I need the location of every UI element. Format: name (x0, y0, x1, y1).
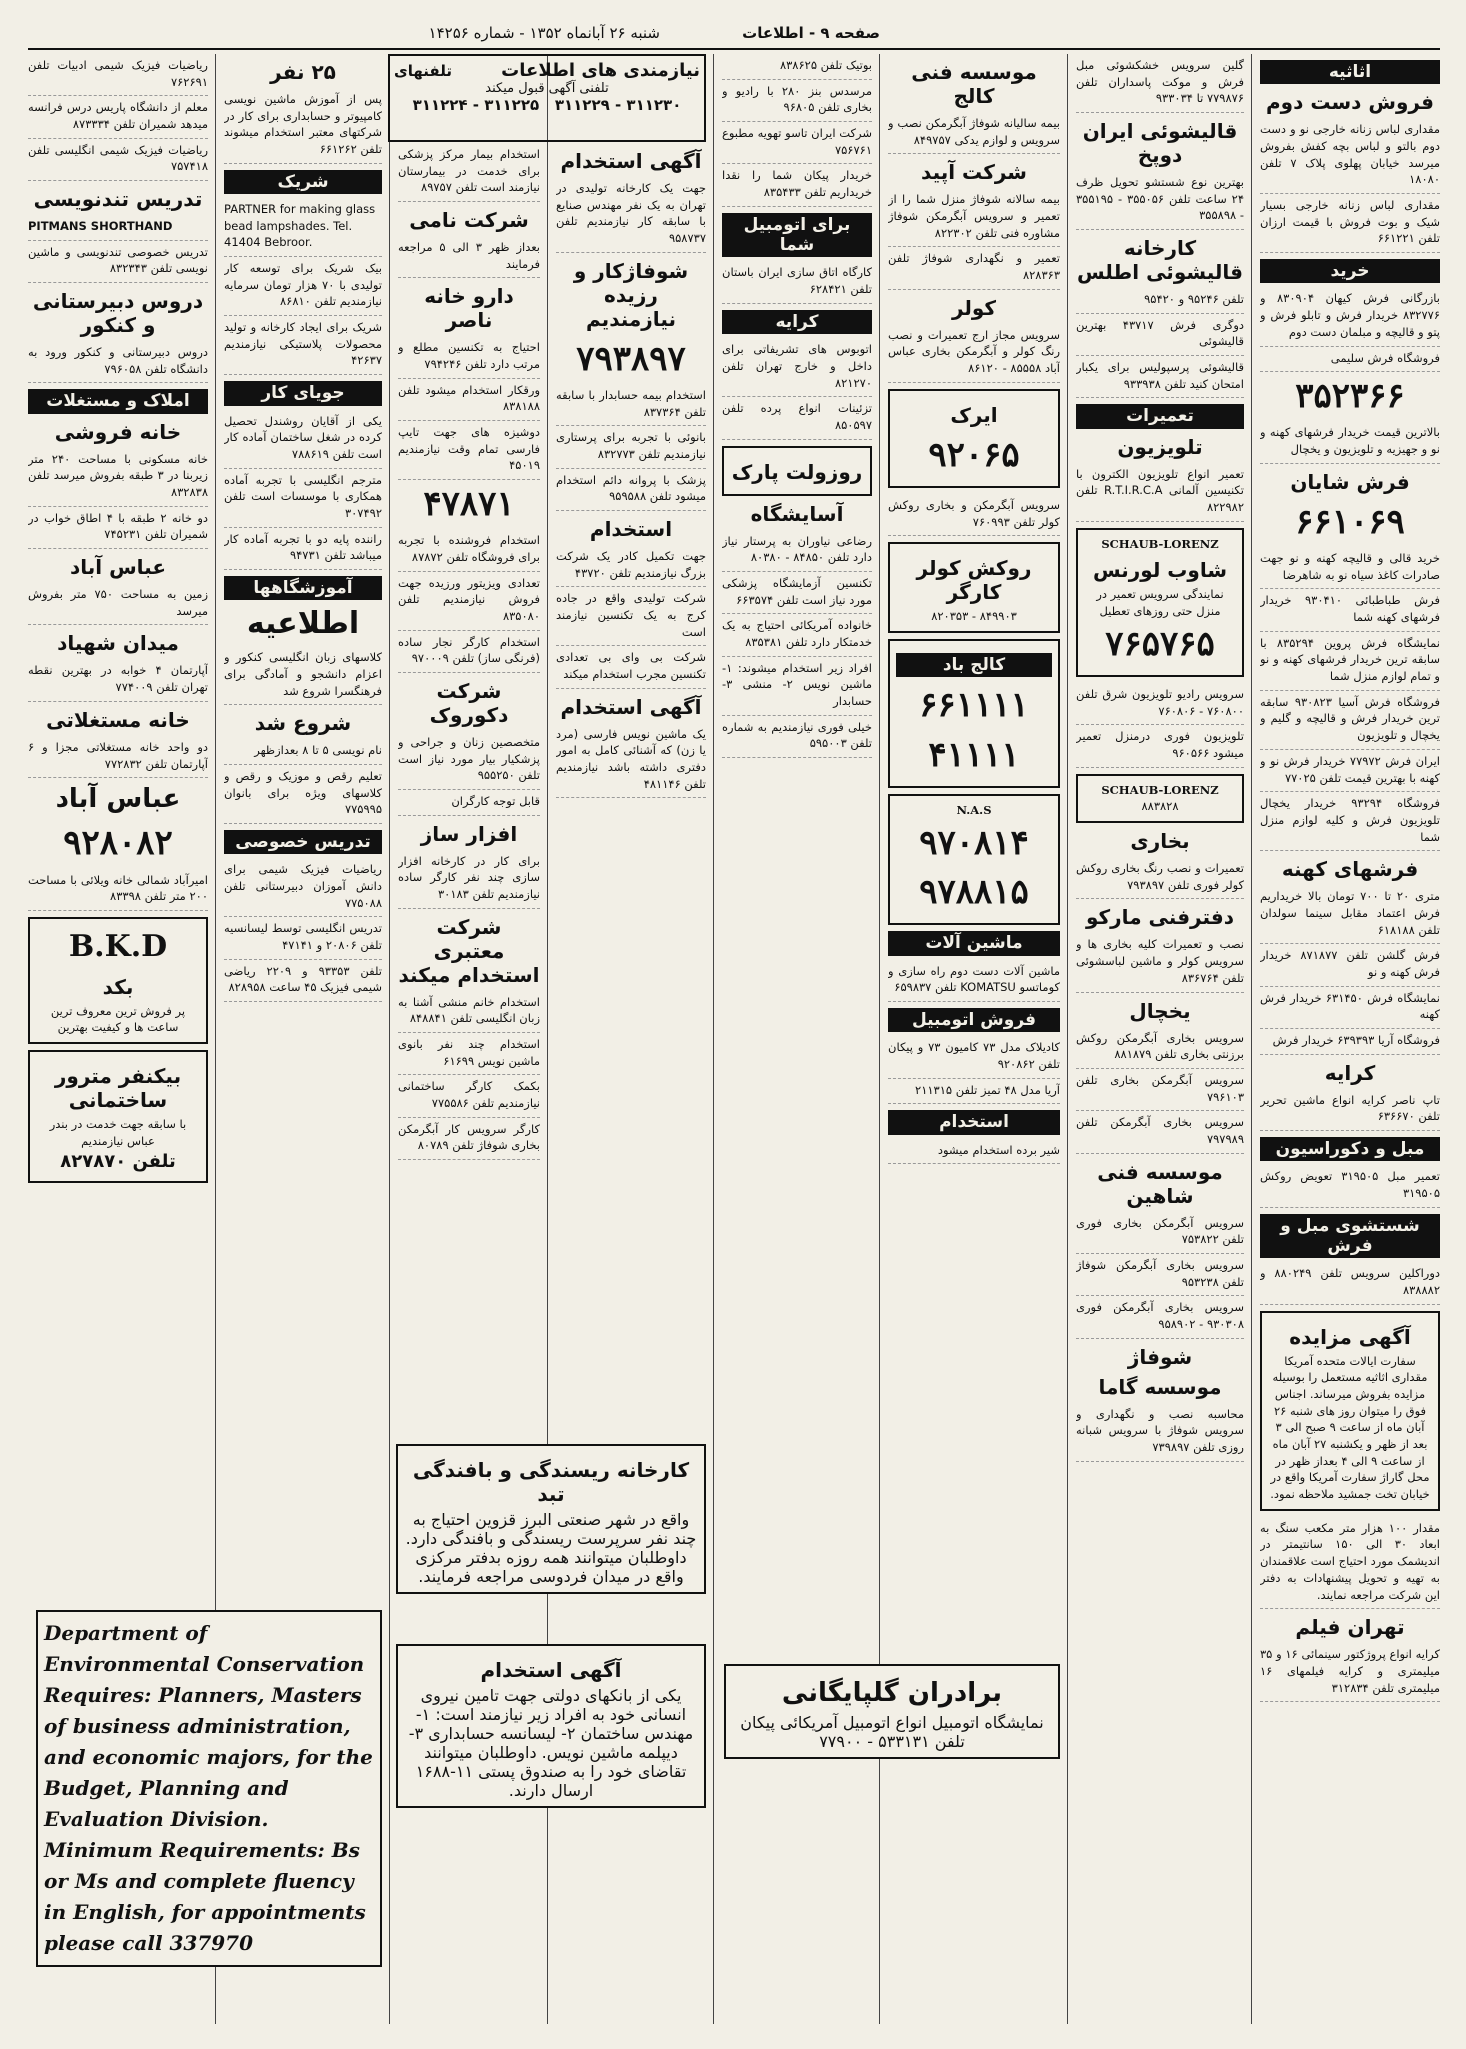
ad-phone-number: ۳۵۲۳۶۶ (1295, 376, 1405, 417)
ad-phone-number: ۴۱۱۱۱ (928, 734, 1020, 775)
banner-phones (394, 96, 700, 114)
ad-phone-number: ۹۲۸۰۸۲ (63, 823, 173, 864)
classified-ad: ماشین آلات دست دوم راه سازی و کوماتسو KOMATSU تلفن ۶۵۹۸۳۷ (888, 960, 1060, 1002)
roosevelt-park-box (722, 446, 872, 496)
classified-ad: دو خانه ۲ طبقه با ۴ اطاق خواب در شمیران تلفن ۷۴۵۲۳۱ (28, 507, 208, 549)
brand-name: N.A.S (956, 803, 992, 818)
heading-heating-worker: شوفاژکار و رزیده نیازمندیم (573, 258, 689, 331)
classified-ad: دو واحد خانه مستغلاتی مجزا و ۶ آپارتمان تلفن ۷۷۲۸۳۲ (28, 736, 208, 778)
heading-repairs: تعمیرات (1076, 404, 1244, 428)
bank-employment-text: یکی از بانکهای دولتی جهت تامین نیروی انسانی خود به افراد زیر نیازمند است: ۱- مهندس ساختمان ۲- لیسانسه حسابداری ۳- دیپلمه ماشین نویس. داوطلبان میتوانند تقاضای خود را به صندوق پستی ۱۱-۱۶۸۸ ارسال دارند. (408, 1686, 694, 1800)
classified-ad: مقداری لباس زنانه خارجی نو و دست دوم بالتو و لباس بچه کفش بفروش میرسد خیابان پهلوی پلاک ۷ تلفن ۱۸۰۸۰ (1260, 118, 1440, 194)
classified-ad: نصب و تعمیرات کلیه بخاری ها و سرویس کولر و ماشین لباسشوئی تلفن ۸۳۶۷۶۴ (1076, 933, 1244, 992)
classified-ad: ایران فرش ۷۷۹۷۲ خریدار فرش نو و کهنه با بهترین قیمت تلفن ۷۷۰۲۵ (1260, 750, 1440, 792)
heading-heater: بخاری (1130, 829, 1190, 854)
heading-private-tutoring: تدریس خصوصی (224, 830, 382, 854)
classified-ad: معلم از دانشگاه پاریس درس فرانسه میدهد شمیران تلفن ۸۷۳۳۳۴ (28, 96, 208, 138)
classified-ad: تکنسین آزمایشگاه پزشکی مورد نیاز است تلفن ۶۶۳۵۷۴ (722, 572, 872, 614)
banner-phones-label: تلفنهای (394, 61, 452, 80)
english-ad: PITMANS SHORTHAND (28, 215, 208, 241)
heading-shahyad-square: میدان شهیاد (57, 631, 179, 656)
heading-atlas: کارخانه قالیشوئی اطلس (1076, 236, 1243, 285)
classified-ad: کرایه انواع پروژکتور سینمائی ۱۶ و ۳۵ میلیمتری و کرایه فیلمهای ۱۶ میلیمتری تلفن ۳۱۲۸۳۴ (1260, 1643, 1440, 1702)
classified-ad: تعمیرات و نصب رنگ بخاری روکش کولر فوری تلفن ۷۹۳۸۹۷ (1076, 857, 1244, 899)
classified-ad: مرسدس بنز ۲۸۰ با رادیو و بخاری تلفن ۹۶۸۰۵ (722, 80, 872, 122)
schaub-lorenz-box (1076, 528, 1244, 677)
heading-pharmacy: دارو خانه ناصر (424, 284, 514, 333)
heading-reputable-company: شرکت معتبری استخدام میکند (398, 914, 540, 987)
classified-ad: ریاضیات فیزیک شیمی ادبیات تلفن ۷۶۲۶۹۱ (28, 54, 208, 96)
ad-phone-number: ۷۶۵۷۶۵ (1105, 623, 1215, 664)
classified-ad: بهترین نوع شستشو تحویل ظرف ۲۴ ساعت تلفن ۳۵۵۰۵۶ - ۳۵۵۱۹۵ - ۳۵۵۸۹۸ (1076, 171, 1244, 230)
newspaper-page (28, 18, 1440, 2030)
brand-name: SCHAUB-LORENZ (1101, 782, 1219, 797)
classified-ad: بیک شریک برای توسعه کار تولیدی با ۷۰ هزار تومان سرمایه نیازمندیم تلفن ۸۶۸۱۰ (224, 257, 382, 316)
classified-ad: تدریس انگلیسی توسط لیسانسیه تلفن ۲۰۸۰۶ و ۴۷۱۴۱ (224, 917, 382, 959)
heading-college: موسسه فنی کالج (911, 60, 1037, 108)
classified-ad: استخدام چند نفر بانوی ماشین نویس ۶۱۶۹۹ (398, 1033, 540, 1075)
surveyor-ad-box (28, 1050, 208, 1183)
heading-furniture: اثاثیه (1260, 60, 1440, 84)
heading-employment: استخدام (888, 1110, 1060, 1134)
classified-ad: شریک برای ایجاد کارخانه و تولید محصولات پلاستیکی نیازمندیم ۴۲۶۳۷ (224, 316, 382, 375)
classified-ad: شرکت بی وای بی تعدادی تکنسین مجرب استخدام میکند (556, 646, 706, 688)
heading-apid: شرکت آپید (921, 160, 1027, 185)
heading-furniture-decoration: مبل و دکوراسیون (1260, 1137, 1440, 1161)
brand-persian: بکد (102, 974, 134, 999)
heading-for-your-car: برای اتومبیل شما (722, 213, 872, 258)
heading-25-people: ۲۵ نفر (270, 60, 336, 84)
classified-ad: بازرگانی فرش کیهان ۸۳۰۹۰۴ و ۸۳۲۷۷۶ خریدار فرش و تابلو فرش و پتو و قالیچه و مبلمان دست دوم (1260, 287, 1440, 346)
heading-decorook: شرکت دکوروک (429, 679, 509, 728)
classified-ad: مقدار ۱۰۰ هزار متر مکعب سنگ به ابعاد ۳۰ الی ۱۵۰ سانتیمتر در اندیشمک مورد احتیاج است علاقمندان به تهیه و تحویل پیشنهادات به دفتر این شرکت مراجعه نمایند. (1260, 1517, 1440, 1609)
heading-abbas-abad: عباس آباد (69, 555, 167, 580)
classified-ad: رضاعی نیاوران به پرستار نیاز دارد تلفن ۸۴۸۵۰ - ۸۰۳۸۰ (722, 530, 872, 572)
classified-ad: استخدام خانم منشی آشنا به زبان انگلیسی تلفن ۸۴۸۸۴۱ (398, 991, 540, 1033)
heading-marco: دفترفنی مارکو (1086, 905, 1234, 930)
auction-text: سفارت ایالات متحده آمریکا مقداری اثاثیه مستعمل را بوسیله مزایده بفروش میرساند. اجناس فوق را میتوان روز های شنبه ۲۶ آبان ماه از ساعت ۹ صبح الی ۳ بعد از ظهر و یکشنبه ۲۷ آبان ماه از ساعت ۹ الی ۴ بعداز ظهر در محل گاراژ سفارت آمریکا واقع در خیابان تخت جمشید ملاحظه نمود. (1270, 1353, 1430, 1502)
classified-ad: ریاضیات فیزیک شیمی برای دانش آموزان دبیرستانی تلفن ۷۷۵۰۸۸ (224, 858, 382, 917)
bkd-watches-box (28, 917, 208, 1044)
heading-real-estate: املاک و مستغلات (28, 389, 208, 413)
heading-buy: خرید (1260, 259, 1440, 283)
page-number: صفحه ۹ - اطلاعات (742, 24, 880, 42)
column-furniture (1260, 54, 1440, 2024)
classified-ad: شرکت ایران تاسو تهویه مطبوع ۷۵۶۷۶۱ (722, 122, 872, 164)
brand-name: برادران گلپایگانی (781, 1678, 1003, 1708)
classified-ad: کلاسهای زبان انگلیسی کنکور و اعزام دانشجو و آمادگی برای فرهنگسرا شروع شد (224, 646, 382, 705)
ad-text: نمایندگی سرویس تعمیر در منزل حتی روزهای تعطیل (1096, 587, 1224, 619)
heading-house-sale: خانه فروشی (54, 419, 182, 444)
ad-phone-number: ۹۷۸۸۱۵ (919, 871, 1029, 912)
heading-announcement: اطلاعیه (246, 606, 360, 642)
classified-ad: نام نویسی ۵ تا ۸ بعدازظهر (224, 739, 382, 765)
heading-rent: کرایه (722, 310, 872, 334)
heading-fridge: یخچال (1129, 998, 1191, 1023)
classified-ad: بعداز ظهر ۳ الی ۵ مراجعه فرمایند (398, 236, 540, 278)
classified-ad: استخدام کارگر نجار ساده (فرنگی ساز) تلفن ۹۷۰۰۰۹ (398, 631, 540, 673)
classified-ad: یکی از آقایان روشندل تحصیل کرده در شغل ساختمان آماده کار است تلفن ۷۸۸۶۱۹ (224, 410, 382, 469)
ad-text: پر فروش ترین معروف ترین ساعت ها و کیفیت بهترین (50, 1003, 186, 1035)
classified-ad: امیرآباد شمالی خانه ویلائی با مساحت ۲۰۰ متر تلفن ۸۳۳۹۸ (28, 869, 208, 911)
brand-name: B.K.D (68, 929, 168, 964)
classified-ad: دوراکلین سرویس تلفن ۸۸۰۲۴۹ و ۸۳۸۸۸۲ (1260, 1262, 1440, 1304)
heading-company: شرکت نامی (409, 208, 529, 233)
classified-ad: تلفن ۹۳۳۵۳ و ۲۲۰۹ ریاضی شیمی فیزیک ۴۵ ساعت ۸۲۸۹۵۸ (224, 960, 382, 1002)
classified-ad: جهت یک کارخانه تولیدی در تهران به یک نفر مهندس صنایع با سابقه کار نیازمندیم تلفن ۹۵۸۷۳۷ (556, 177, 706, 253)
classified-ad: کارگر سرویس کار آبگرمکن بخاری شوفاژ تلفن ۸۰۷۸۹ (398, 1118, 540, 1160)
classified-ad: تعلیم رقص و موزیک و رقص و کلاسهای ویژه برای بانوان ۷۷۵۹۹۵ (224, 765, 382, 824)
classified-ad: استخدام بیمار مرکز پزشکی برای خدمت در بیمارستان نیازمند است تلفن ۸۹۷۵۷ (398, 143, 540, 202)
ad-phone-number: ۸۴۹۹۰۳ - ۸۲۰۳۵۳ (931, 609, 1017, 624)
classified-ad: برای کار در کارخانه افزار سازی چند نفر کارگر ساده نیازمندیم تلفن ۳۰۱۸۳ (398, 850, 540, 909)
banner-title: نیازمندی های اطلاعات (501, 60, 700, 81)
classified-ad: سرویس رادیو تلویزیون شرق تلفن ۷۶۰۸۰۰ - ۷۶۰۸۰۶ (1076, 683, 1244, 725)
classified-ad: کارگاه اتاق سازی ایران باستان تلفن ۶۲۸۴۲۱ (722, 261, 872, 303)
heading-surveyor: بیکنفر مترور ساختمانی (54, 1063, 182, 1112)
classified-ad: خانواده آمریکائی احتیاج به یک خدمتکار دارد تلفن ۸۳۵۳۸۱ (722, 614, 872, 656)
column-tutoring-realestate (28, 54, 208, 2024)
classified-ad: سرویس بخاری آبگرمکن تلفن ۷۹۷۹۸۹ (1076, 1111, 1244, 1153)
classified-ad: شرکت تولیدی واقع در جاده کرج به یک تکنسین نیازمند است (556, 587, 706, 646)
classified-ad: نمایشگاه فرش پروین ۸۳۵۲۹۴ با سابقه ترین خریدار فرشهای کهنه و نو و تمام لوازم منزل شما (1260, 632, 1440, 691)
classified-ad: دوشیزه های جهت تایپ فارسی تمام وقت نیازمندیم ۴۵۰۱۹ (398, 421, 540, 480)
bank-employment-box (396, 1644, 706, 1808)
classified-ad: خیلی فوری نیازمندیم به شماره تلفن ۵۹۵۰۰۳ (722, 716, 872, 758)
classified-ad: یک ماشین نویس فارسی (مرد یا زن) که آشنائی کامل به امور دفتری داشته باشد نیازمندیم تلفن ۴۸۱۱۴۶ (556, 723, 706, 799)
banner-phones-2: ۳۱۱۲۲۹ - ۳۱۱۲۳۰ (554, 96, 682, 114)
heading-sanatorium: آسایشگاه (750, 501, 844, 526)
heading-shorthand: تدریس تندنویسی (33, 187, 203, 212)
classified-ad: زمین به مساحت ۷۵۰ متر بفروش میرسد (28, 583, 208, 625)
heading-schools: آموزشگاهها (224, 576, 382, 600)
ad-phone-number: ۴۷۸۷۱ (423, 484, 515, 525)
heading-employment: استخدام (589, 517, 673, 542)
page-folio (28, 18, 1440, 50)
ad-phone-number: ۹۲۰۶۵ (928, 434, 1020, 475)
nas-box (888, 794, 1060, 925)
classified-ad: سرویس مجاز ارج تعمیرات و نصب رنگ کولر و آبگرمکن بخاری عباس آباد ۸۵۵۵۸ - ۸۶۱۲۰ (888, 324, 1060, 383)
classified-ad: آپارتمان ۴ خوابه در بهترین نقطه تهران تلفن ۷۷۴۰۰۹ (28, 659, 208, 701)
ad-text: نمایشگاه اتومبیل انواع اتومبیل آمریکائی پیکان تلفن ۵۳۳۱۳۱ - ۷۷۹۰۰ (740, 1713, 1044, 1752)
brand-name: SCHAUB-LORENZ (1101, 536, 1219, 551)
heading-cleaning: شستشوی مبل و فرش (1260, 1214, 1440, 1259)
classified-ad: فرش گلشن تلفن ۸۷۱۸۷۷ خریدار فرش کهنه و نو (1260, 944, 1440, 986)
classified-ad: تاپ ناصر کرایه انواع ماشین تحریر تلفن ۶۳۶۶۷۰ (1260, 1089, 1440, 1131)
classified-ad: نمایشگاه فرش ۶۳۱۴۵۰ خریدار فرش کهنه (1260, 987, 1440, 1029)
classified-ad: ریاضیات فیزیک شیمی انگلیسی تلفن ۷۵۷۴۱۸ (28, 139, 208, 181)
brand-persian: شاوب لورنس (1092, 558, 1227, 583)
brand-name: روکش کولر کارگر (916, 556, 1032, 605)
classified-ad: پس از آموزش ماشین نویسی کامپیوتر و حسابداری برای کار در شرکتهای معتبر استخدام میشوند تلفن ۶۶۱۲۶۲ (224, 88, 382, 164)
classified-ad: آریا مدل ۴۸ تمیز تلفن ۲۱۱۳۱۵ (888, 1079, 1060, 1105)
classified-ad: قابل توجه کارگران (398, 790, 540, 816)
classified-ad: بانوئی با تجربه برای پرستاری نیازمندیم تلفن ۸۳۲۷۷۳ (556, 426, 706, 468)
classified-ad: سرویس بخاری آبگرمکن فوری ۹۳۰۳۰۸ - ۹۵۸۹۰۲ (1076, 1296, 1244, 1338)
classified-ad: فرش طباطبائی ۹۳۰۴۱۰ خریدار فرشهای کهنه شما (1260, 589, 1440, 631)
classified-ad: پزشک با پروانه دائم استخدام میشود تلفن ۹۵۹۵۸۸ (556, 469, 706, 511)
classified-ad: احتیاج به تکنسین مطلع و مرتب دارد تلفن ۷۹۴۲۴۶ (398, 336, 540, 378)
heading-rental-house: خانه مستغلاتی (46, 707, 190, 732)
heading-carpet-shop: فرش شایان (1290, 469, 1410, 494)
heading-gama: موسسه گاما (1098, 1374, 1222, 1399)
classified-ad: فروشگاه فرش سلیمی (1260, 347, 1440, 373)
classified-ad: سرویس بخاری آبگرمکن شوفاژ تلفن ۹۵۳۲۳۸ (1076, 1254, 1244, 1296)
brand-name: روزولت پارک (731, 459, 863, 484)
classified-ad: خریدار پیکان شما را نقدا خریداریم تلفن ۸۳۵۴۳۳ (722, 164, 872, 206)
heading-employment-notice: آگهی استخدام (560, 149, 702, 173)
heading-high-school: دروس دبیرستانی و کنکور (32, 289, 204, 338)
golpayegani-brothers-ad (724, 1664, 1060, 1759)
heading-job-seekers: جویای کار (224, 381, 382, 405)
classified-ad: بکمک کارگر ساختمانی نیازمندیم تلفن ۷۷۵۵۸۶ (398, 1075, 540, 1117)
schaub-lorenz-small-box (1076, 774, 1244, 823)
heading-carpet-wash: قالیشوئی ایران دوپخ (1082, 119, 1238, 168)
classified-ad: دروس دبیرستانی و کنکور ورود به دانشگاه تلفن ۷۹۶۰۵۸ (28, 341, 208, 383)
classified-ad: فروشگاه ۹۳۲۹۴ خریدار یخچال تلویزیون فرش و کلیه لوازم منزل شما (1260, 792, 1440, 851)
heading-tool-maker: افزار ساز (420, 821, 518, 846)
ad-phone-number: ۸۸۳۸۲۸ (1141, 799, 1179, 814)
auction-notice-box (1260, 1311, 1440, 1511)
ad-phone-number: ۶۶۱۰۶۹ (1295, 501, 1405, 542)
classified-ad: بیمه سالیانه شوفاژ آبگرمکن نصب و سرویس و لوازم یدکی ۸۴۹۷۵۷ (888, 112, 1060, 154)
classified-ad: اتوبوس های تشریفاتی برای داخل و خارج تهران تلفن ۸۲۱۲۷۰ (722, 338, 872, 397)
classified-ad: فروشگاه آریا ۶۳۹۳۹۳ خریدار فرش (1260, 1029, 1440, 1055)
classified-ad: تعمیر مبل ۳۱۹۵۰۵ تعویض روکش ۳۱۹۵۰۵ (1260, 1165, 1440, 1207)
column-cleaning-repairs (1076, 54, 1244, 2024)
environment-department-ad: Department of Environmental Conservation Requires: Planners, Masters of business administration, and economic majors, for the Budget, Planning and Evaluation Division. Minimum Requirements: Bs or Ms and complete fluency in English, for appointments please call 337970 (36, 1610, 382, 1967)
heading-tehran-film: تهران فیلم (1295, 1615, 1405, 1640)
heading-car-sale: فروش اتومبیل (888, 1008, 1060, 1032)
heading-machinery: ماشین آلات (888, 931, 1060, 955)
classified-ad: خانه مسکونی با مساحت ۲۴۰ متر زیربنا در ۳ طبقه بفروش میرسد تلفن ۸۳۲۸۳۸ (28, 448, 208, 507)
classified-ad: جهت تکمیل کادر یک شرکت بزرگ نیازمندیم تلفن ۴۳۷۲۰ (556, 545, 706, 587)
classified-ad: تلفن ۹۵۲۴۶ و ۹۵۴۲۰ (1076, 288, 1244, 314)
irak-box (888, 389, 1060, 488)
classified-ad: تزئینات انواع پرده تلفن ۸۵۰۵۹۷ (722, 397, 872, 439)
classified-ad: سرویس آبگرمکن بخاری فوری تلفن ۷۵۳۸۲۲ (1076, 1212, 1244, 1254)
classified-ad: تدریس خصوصی تندنویسی و ماشین نویسی تلفن ۸۳۲۳۴۳ (28, 241, 208, 283)
classified-ad: کادیلاک مدل ۷۳ کامیون ۷۳ و پیکان تلفن ۹۲۰۸۶۲ (888, 1036, 1060, 1078)
classified-ad: استخدام فروشنده با تجربه برای فروشگاه تلفن ۸۷۸۷۲ (398, 529, 540, 571)
ad-text: با سابقه جهت خدمت در بندر عباس نیازمندیم (49, 1116, 187, 1148)
heading-shahin: موسسه فنی شاهین (1097, 1159, 1223, 1208)
classified-ad: خرید قالی و قالیچه کهنه و نو جهت صادرات کاغذ سیاه نو به شاهرضا (1260, 547, 1440, 589)
newspaper-classifieds-banner (388, 54, 706, 142)
heading-employment-notice: آگهی استخدام (560, 694, 702, 719)
classified-ad: تعمیر انواع تلویزیون الکترون با تکنیسین آلمانی R.T.I.R.C.A تلفن ۸۲۲۹۸۲ (1076, 463, 1244, 522)
heading-cooler: کولر (951, 295, 997, 320)
classified-ad: استخدام بیمه حسابدار با سابقه تلفن ۸۳۷۳۶۴ (556, 384, 706, 426)
heading-started: شروع شد (254, 711, 352, 736)
classified-ad: محاسبه نصب و نگهداری و سرویس شوفاژ با سرویس شبانه روزی تلفن ۷۳۹۸۹۷ (1076, 1403, 1244, 1462)
classified-ad: مقداری لباس زنانه خارجی بسیار شیک و بوت فروش با قیمت ارزان تلفن ۶۶۱۲۲۱ (1260, 194, 1440, 253)
classified-ad: راننده پایه دو با تجربه آماده کار میباشد تلفن ۹۴۷۳۱ (224, 528, 382, 570)
heading-bank-employment: آگهی استخدام (480, 1658, 622, 1682)
classified-ad: ورقکار استخدام میشود تلفن ۸۳۸۱۸۸ (398, 379, 540, 421)
classified-ad: تعمیر و نگهداری شوفاژ تلفن ۸۲۸۳۶۳ (888, 247, 1060, 289)
banner-subtitle: تلفنی آگهی قبول میکند (485, 81, 609, 96)
classified-ad: بیمه سالانه شوفاژ منزل شما را از تعمیر و سرویس آبگرمکن شوفاژ مشاوره فنی تلفن ۸۲۲۳۰۲ (888, 188, 1060, 247)
classified-ad: شیر برده استخدام میشود (888, 1139, 1060, 1165)
heading-old-carpets: فرشهای کهنه (1281, 857, 1419, 882)
factory-ad-box (396, 1444, 706, 1594)
classified-ad: سرویس بخاری آبگرمکن روکش برزنتی بخاری تلفن ۸۸۱۸۷۹ (1076, 1027, 1244, 1069)
brand-name: ایرک (950, 402, 998, 427)
classified-ad: بالاترین قیمت خریدار فرشهای کهنه و نو و جهیزیه و تلویزیون و یخچال (1260, 421, 1440, 463)
heading-second-hand: فروش دست دوم (1266, 90, 1434, 115)
ad-phone-number: ۹۷۰۸۱۴ (919, 822, 1029, 863)
heading-factory: کارخانه ریسندگی و بافندگی تبد (412, 1458, 690, 1506)
heading-rent: کرایه (1324, 1060, 1376, 1085)
factory-ad-text: واقع در شهر صنعتی البرز قزوین احتیاج به چند نفر سرپرست ریسندگی و بافندگی دارد. داوطلبان میتوانند همه روزه بدفتر مرکزی واقع در میدان فردوسی مراجعه فرمایند. (405, 1510, 697, 1586)
heading-television: تلویزیون (1117, 434, 1203, 459)
classified-ad: تعدادی ویزیتور ورزیده جهت فروش نیازمندیم تلفن ۸۳۵۰۸۰ (398, 572, 540, 631)
ad-phone-number: ۶۶۱۱۱۱ (919, 685, 1029, 726)
classified-ad: متری ۲۰ تا ۷۰۰ تومان بالا خریداریم فرش اعتماد مقابل سینما سولدان تلفن ۶۱۸۱۸۸ (1260, 885, 1440, 944)
english-ad: PARTNER for making glass bead lampshades. Tel. 41404 Bebroor. (224, 198, 382, 257)
classified-ad: متخصصین زنان و جراحی و پزشکیار بیار مورد نیاز است تلفن ۹۵۵۲۵۰ (398, 731, 540, 790)
classified-ad: افراد زیر استخدام میشوند: ۱- ماشین نویس ۲- منشی ۳- حسابدار (722, 657, 872, 716)
classified-ad: سرویس آبگرمکن و بخاری روکش کولر تلفن ۷۶۰۹۹۳ (888, 494, 1060, 536)
classified-ad: دوگری فرش ۴۳۷۱۷ بهترین قالیشوئی (1076, 314, 1244, 356)
heading-auction: آگهی مزایده (1289, 1324, 1411, 1349)
heading-abbas-abad-2: عباس آباد (55, 784, 181, 815)
banner-phones-1: ۳۱۱۲۲۴ - ۳۱۱۲۲۵ (412, 96, 540, 114)
classified-ad: بوتیک تلفن ۸۳۸۶۲۵ (722, 54, 872, 80)
brand-name: کالج باد (896, 653, 1052, 677)
heading-partner: شریک (224, 170, 382, 194)
classified-ad: گلین سرویس خشکشوئی مبل فرش و موکت پاسداران تلفن ۷۷۹۸۷۶ تا ۹۳۳۰۳۴ (1076, 54, 1244, 113)
classified-ad: فروشگاه فرش آسیا ۹۳۰۸۲۳ سابقه ترین خریدار فرش و قالیچه و گلیم و یخچال و تلویزیون (1260, 691, 1440, 750)
classified-ad: قالیشوئی پرسپولیس برای یکبار امتحان کنید تلفن ۹۳۳۹۳۸ (1076, 356, 1244, 398)
classified-ad: مترجم انگلیسی با تجربه آماده همکاری با موسسات است تلفن ۳۰۷۴۹۲ (224, 469, 382, 528)
issue-date: شنبه ۲۶ آبانماه ۱۳۵۲ - شماره ۱۴۲۵۶ (428, 24, 660, 42)
classified-ad: سرویس آبگرمکن بخاری تلفن ۷۹۶۱۰۳ (1076, 1069, 1244, 1111)
ad-phone-number: تلفن ۸۲۷۸۷۰ (60, 1151, 176, 1173)
college-bad-box (888, 639, 1060, 788)
classified-ad: تلویزیون فوری درمنزل تعمیر میشود ۹۶۰۵۶۶ (1076, 725, 1244, 767)
cooler-cover-box (888, 542, 1060, 633)
ad-phone-number: ۷۹۳۸۹۷ (576, 338, 686, 379)
heading-heating: شوفاژ (1127, 1344, 1193, 1369)
